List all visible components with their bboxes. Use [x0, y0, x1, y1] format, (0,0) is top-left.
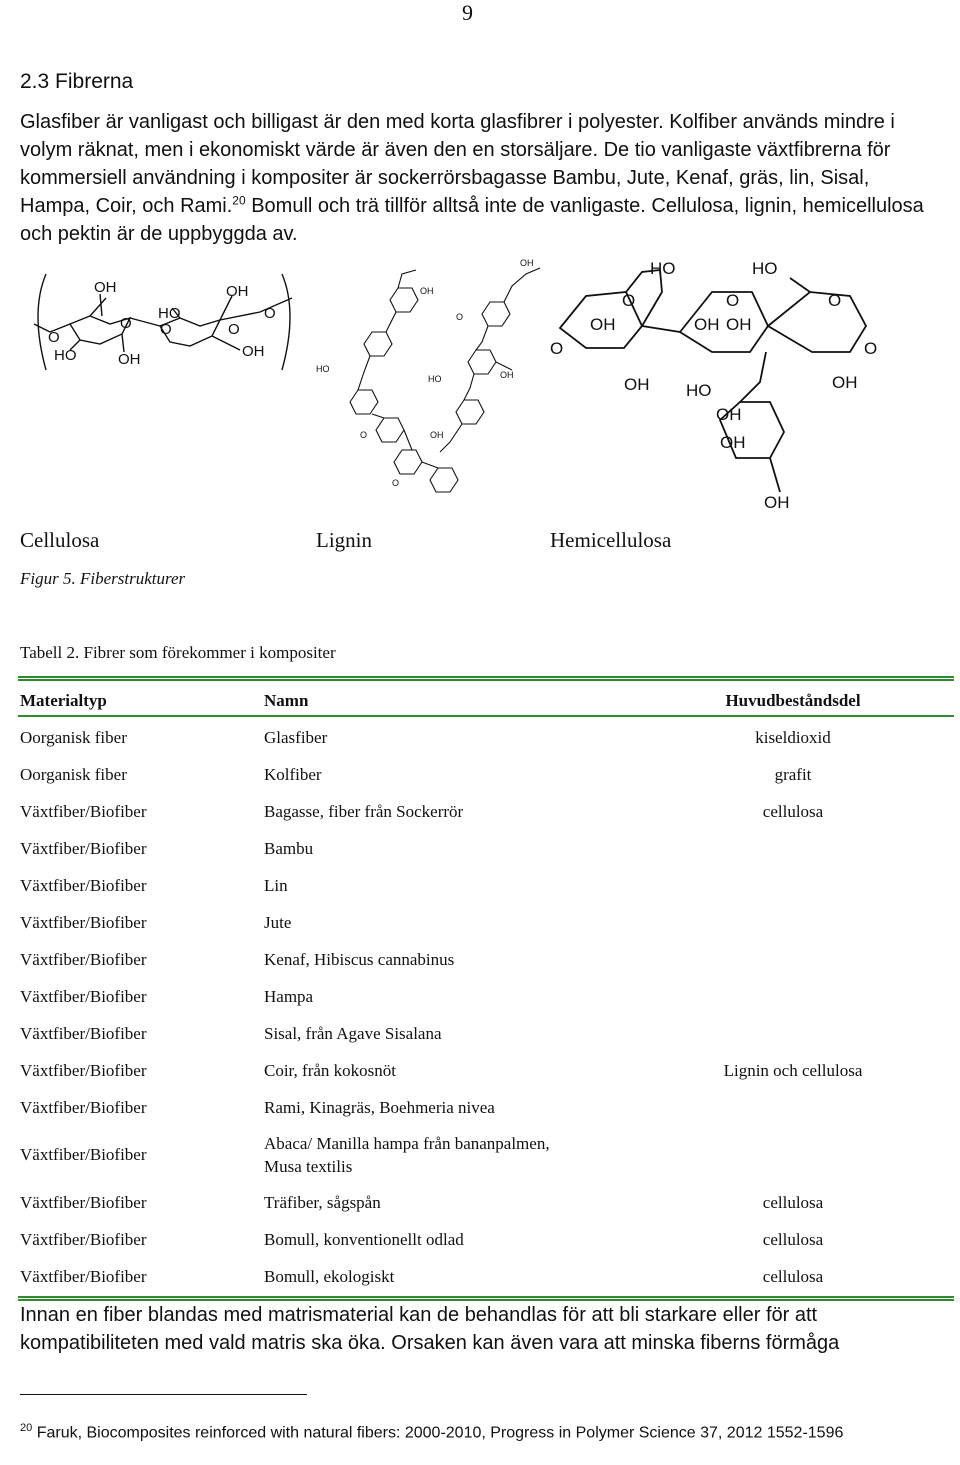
label-o: O: [864, 339, 878, 358]
cell-component: grafit: [774, 764, 812, 784]
label-oh: OH: [500, 370, 514, 380]
cell-materialtyp: Växtfiber/Biofiber: [20, 838, 147, 858]
section-title: 2.3 Fibrerna: [20, 70, 134, 93]
cell-component: cellulosa: [762, 1229, 824, 1249]
table-title: Tabell 2. Fibrer som förekommer i kompositer: [20, 643, 336, 662]
header-namn: Namn: [264, 691, 309, 710]
label-oh: OH: [420, 286, 434, 296]
cell-materialtyp: Växtfiber/Biofiber: [20, 949, 147, 969]
footnote-text: Faruk, Biocomposites reinforced with natural fibers: 2000-2010, Progress in Polymer Science 37, 2012 1552-1596: [32, 1424, 844, 1442]
cell-namn: Sisal, från Agave Sisalana: [264, 1023, 442, 1043]
cell-component: [636, 1089, 950, 1126]
cell-materialtyp: Växtfiber/Biofiber: [20, 1192, 147, 1212]
label-oh: OH: [716, 405, 742, 424]
label-o: O: [120, 315, 132, 332]
table-row: [20, 1015, 950, 1052]
caption-cellulosa: Cellulosa: [20, 528, 100, 552]
label-o: O: [622, 291, 636, 310]
label-ho: HO: [752, 259, 778, 278]
table-row: [20, 830, 950, 867]
label-oh: OH: [764, 493, 790, 512]
cell-namn: Bomull, konventionellt odlad: [264, 1229, 464, 1249]
hemicellulose-labels: [550, 259, 877, 512]
cell-component: cellulosa: [762, 801, 824, 821]
cell-materialtyp: Växtfiber/Biofiber: [20, 986, 147, 1006]
intro-paragraph: [20, 108, 940, 248]
cell-namn: Träfiber, sågspån: [264, 1192, 381, 1212]
cell-materialtyp: Växtfiber/Biofiber: [20, 1060, 147, 1080]
fiber-structures-figure: [20, 252, 940, 522]
label-oh: OH: [520, 258, 534, 268]
table-row: [20, 1126, 950, 1184]
label-o: O: [360, 430, 368, 440]
cell-component: [636, 1126, 950, 1184]
cell-materialtyp: Växtfiber/Biofiber: [20, 1097, 147, 1117]
label-o: O: [392, 478, 400, 488]
label-oh: OH: [720, 433, 746, 452]
header-divider: [18, 715, 954, 717]
table-row: [20, 719, 950, 756]
label-oh: OH: [94, 279, 117, 296]
fiber-table: [20, 683, 950, 1295]
label-oh: OH: [726, 315, 752, 334]
cell-materialtyp: Oorganisk fiber: [20, 764, 127, 784]
label-o: O: [228, 321, 240, 338]
cell-namn: Coir, från kokosnöt: [264, 1060, 396, 1080]
cell-materialtyp: Växtfiber/Biofiber: [20, 875, 147, 895]
label-o: O: [550, 339, 564, 358]
cell-materialtyp: Växtfiber/Biofiber: [20, 912, 147, 932]
label-oh: OH: [118, 351, 141, 368]
structure-drawing: [20, 252, 940, 522]
hemicellulose-structure: [560, 270, 866, 492]
cell-component: [636, 904, 950, 941]
table-row: [20, 867, 950, 904]
table-header-row: [20, 683, 950, 719]
table-row: [20, 978, 950, 1015]
cell-component: cellulosa: [762, 1192, 824, 1212]
label-ho: HO: [54, 347, 77, 364]
after-table-paragraph: Innan en fiber blandas med matrismaterial kan de behandlas för att bli starkare eller för att kompatibiliteten med vald matris ska öka. Orsaken kan även vara att minska fiberns förmåga: [20, 1304, 840, 1354]
lignin-structure: [350, 268, 540, 492]
cell-namn: Jute: [264, 912, 292, 932]
table-row: [20, 1052, 950, 1089]
cell-namn: Bomull, ekologiskt: [264, 1266, 395, 1286]
label-o: O: [726, 291, 740, 310]
caption-hemicellulosa: Hemicellulosa: [550, 528, 672, 552]
label-ho: HO: [650, 259, 676, 278]
intro-text-2: Bomull och trä tillför alltså inte de vanligaste. Cellulosa, lignin, hemicellulosa och pektin är de uppbyggda av.: [20, 195, 924, 245]
cell-component: [636, 830, 950, 867]
cell-component: Lignin och cellulosa: [723, 1060, 863, 1080]
cell-component: [636, 867, 950, 904]
footnote-divider: [20, 1394, 307, 1395]
table-row: [20, 904, 950, 941]
cell-materialtyp: Växtfiber/Biofiber: [20, 1266, 147, 1286]
label-oh: OH: [430, 430, 444, 440]
footnote-ref: 20: [232, 193, 246, 208]
label-oh: OH: [694, 315, 720, 334]
table-row: [20, 1258, 950, 1295]
structure-captions: [20, 528, 940, 558]
cell-materialtyp: Växtfiber/Biofiber: [20, 1229, 147, 1249]
cell-component: [636, 941, 950, 978]
page-number: 9: [462, 0, 473, 25]
label-o: O: [160, 321, 172, 338]
cell-materialtyp: Oorganisk fiber: [20, 727, 127, 747]
footnote-number: 20: [20, 1422, 33, 1434]
label-oh: OH: [590, 315, 616, 334]
header-huvudbestandsdel: Huvudbeståndsdel: [725, 691, 861, 710]
cellulose-labels: [48, 279, 276, 368]
label-ho: HO: [158, 305, 181, 322]
intro-text: Glasfiber är vanligast och billigast är den med korta glasfibrer i polyester. Kolfiber används mindre i volym räknat, men i ekonomiskt värde är även den en storsäljare. De tio vanligaste växtfibrerna för kommersiell användning i kompositer är sockerrörsbagasse Bambu, Jute, Kenaf, gräs, lin, Sisal, Hampa, Coir, och Rami.: [20, 111, 895, 217]
cell-namn: Kenaf, Hibiscus cannabinus: [264, 949, 455, 969]
label-oh: OH: [624, 375, 650, 394]
table-row: [20, 941, 950, 978]
caption-lignin: Lignin: [316, 528, 372, 552]
label-oh: OH: [242, 343, 265, 360]
cell-component: [636, 1015, 950, 1052]
table-row: [20, 793, 950, 830]
footnote: [20, 1416, 940, 1445]
label-o: O: [264, 305, 276, 322]
label-oh: OH: [226, 283, 249, 300]
label-ho: HO: [316, 364, 330, 374]
cell-namn: Kolfiber: [264, 764, 322, 784]
lignin-labels: [316, 258, 534, 488]
cell-materialtyp: Växtfiber/Biofiber: [20, 1145, 147, 1164]
cell-namn: Glasfiber: [264, 727, 328, 747]
cell-component: cellulosa: [762, 1266, 824, 1286]
cell-materialtyp: Växtfiber/Biofiber: [20, 801, 147, 821]
label-ho: HO: [428, 374, 442, 384]
table-row: [20, 1184, 950, 1221]
label-o: O: [456, 312, 464, 322]
label-o: O: [828, 291, 842, 310]
cell-namn: Hampa: [264, 986, 314, 1006]
cell-namn: Rami, Kinagräs, Boehmeria nivea: [264, 1097, 495, 1117]
table-row: [20, 756, 950, 793]
cell-materialtyp: Växtfiber/Biofiber: [20, 1023, 147, 1043]
cell-namn: Bagasse, fiber från Sockerrör: [264, 801, 464, 821]
figure-caption: Figur 5. Fiberstrukturer: [20, 569, 186, 588]
cell-namn: Bambu: [264, 838, 314, 858]
table-top-rule: [18, 676, 954, 681]
label-oh: OH: [832, 373, 858, 392]
table-row: [20, 1221, 950, 1258]
label-o: O: [48, 329, 60, 346]
cell-component: kiseldioxid: [755, 727, 831, 747]
cell-namn: Lin: [264, 875, 288, 895]
label-ho: HO: [686, 381, 712, 400]
table-row: [20, 1089, 950, 1126]
cell-namn: Abaca/ Manilla hampa från bananpalmen, Musa textilis: [264, 1134, 550, 1176]
cell-component: [636, 978, 950, 1015]
header-materialtyp: Materialtyp: [20, 691, 107, 710]
